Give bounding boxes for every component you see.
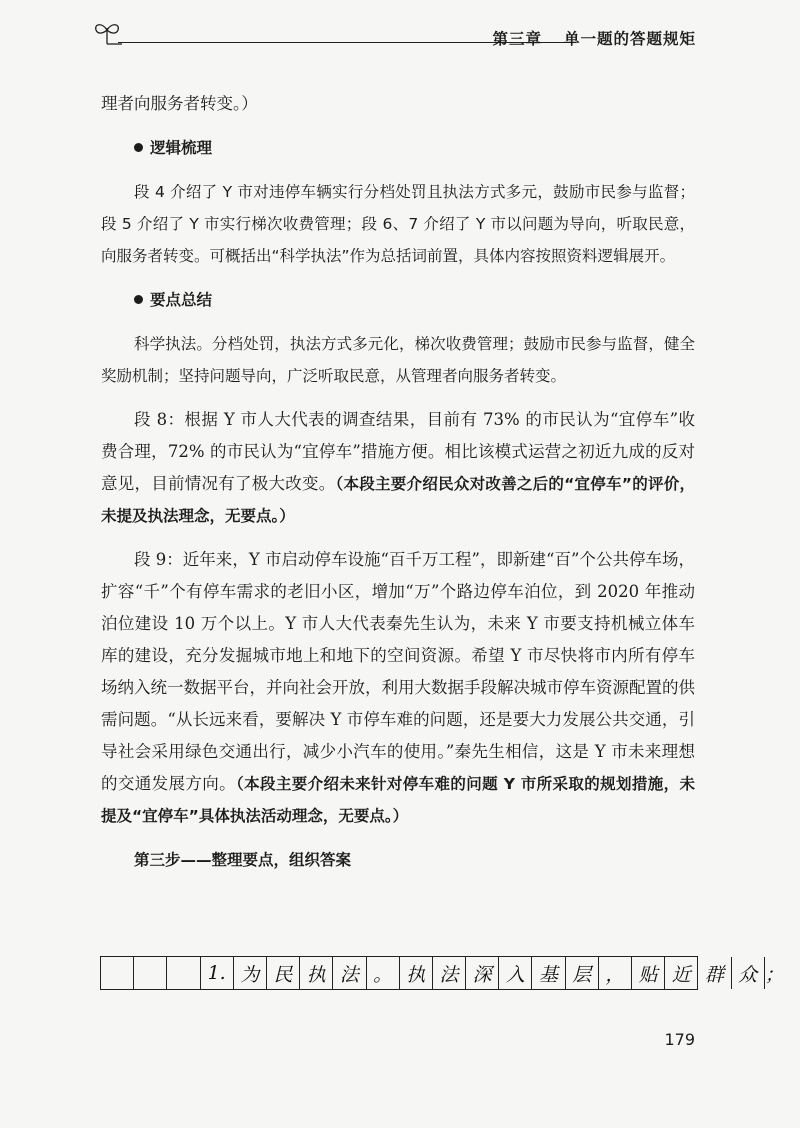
bullet-icon	[134, 295, 143, 304]
grid-cell: ；	[764, 963, 784, 986]
step-three-heading: 第三步——整理要点，组织答案	[134, 851, 352, 869]
page-number: 179	[664, 1030, 695, 1049]
grid-cell: 群	[698, 957, 731, 989]
grid-cell: 层	[566, 957, 599, 989]
section-heading-logic: 逻辑梳理	[101, 132, 695, 164]
section-8-text: 段 8：根据 Y 市人大代表的调查结果，目前有 73% 的市民认为“宜停车”收费合理，72% 的市民认为“宜停车”措施方便。相比该模式运营之初近九成的反对意见，目前情况有了极大改变。	[101, 410, 695, 493]
grid-cell	[101, 957, 134, 989]
section-9-text: 段 9：近年来，Y 市启动停车设施“百千万工程”，即新建“百”个公共停车场，扩容“千”个有停车需求的老旧小区，增加“万”个路边停车泊位，到 2020 年推动泊位建设 10 万个以上。Y 市人大代表秦先生认为，未来 Y 市要支持机械立体车库的建设，充分发掘城市地上和地下的空间资源。希望 Y 市尽快将市内所有停车场纳入统一数据平台，并向社会开放，利用大数据手段解决城市停车资源配置的供需问题。“从长远来看，要解决 Y 市停车难的问题，还是要大力发展公共交通，引导社会采用绿色交通出行，减少小汽车的使用。”秦先生相信，这是 Y 市未来理想的交通发展方向。	[101, 550, 695, 793]
grid-cell: 民	[267, 957, 300, 989]
grid-cell: 贴	[632, 957, 665, 989]
page-body	[101, 88, 695, 888]
grid-cell: 法	[333, 957, 366, 989]
bullet-icon	[134, 143, 143, 152]
page-header	[92, 18, 696, 52]
answer-grid	[100, 956, 784, 990]
paragraph-section-9	[101, 544, 695, 832]
grid-cell: 执	[400, 957, 433, 989]
paragraph-logic: 段 4 介绍了 Y 市对违停车辆实行分档处罚且执法方式多元，鼓励市民参与监督；段 5 介绍了 Y 市实行梯次收费管理；段 6、7 介绍了 Y 市以问题为导向，听取民意，向服务者转变。可概括出“科学执法”作为总括词前置，具体内容按照资料逻辑展开。	[101, 183, 695, 265]
grid-cell: 入	[499, 957, 532, 989]
paragraph-continuation: 理者向服务者转变。）	[101, 94, 258, 113]
grid-cell: 基	[532, 957, 565, 989]
section-9-note: （本段主要介绍未来针对停车难的问题 Y 市所采取的规划措施，未提及“宜停车”具体执法活动理念，无要点。）	[101, 775, 695, 825]
grid-cell: 深	[466, 957, 499, 989]
grid-cell: 近	[665, 957, 698, 989]
grid-cell	[167, 957, 200, 989]
section-8-note: （本段主要介绍民众对改善之后的“宜停车”的评价，未提及执法理念，无要点。）	[101, 475, 695, 525]
running-title	[492, 27, 696, 49]
paragraph-summary: 科学执法。分档处罚，执法方式多元化，梯次收费管理；鼓励市民参与监督，健全奖励机制；坚持问题导向，广泛听取民意，从管理者向服务者转变。	[101, 335, 695, 385]
grid-cell: 众	[732, 957, 765, 989]
grid-cell: 为	[234, 957, 267, 989]
paragraph-section-8	[101, 404, 695, 532]
grid-cell: 1.	[201, 957, 234, 989]
grid-cell: 执	[300, 957, 333, 989]
grid-cell	[134, 957, 167, 989]
section-heading-summary: 要点总结	[101, 284, 695, 316]
grid-cell: ，	[599, 957, 632, 989]
grid-cell: 。	[367, 957, 400, 989]
chapter-title: 单一题的答题规矩	[563, 30, 696, 48]
grid-cell: 法	[433, 957, 466, 989]
chapter-label: 第三章	[492, 30, 542, 48]
